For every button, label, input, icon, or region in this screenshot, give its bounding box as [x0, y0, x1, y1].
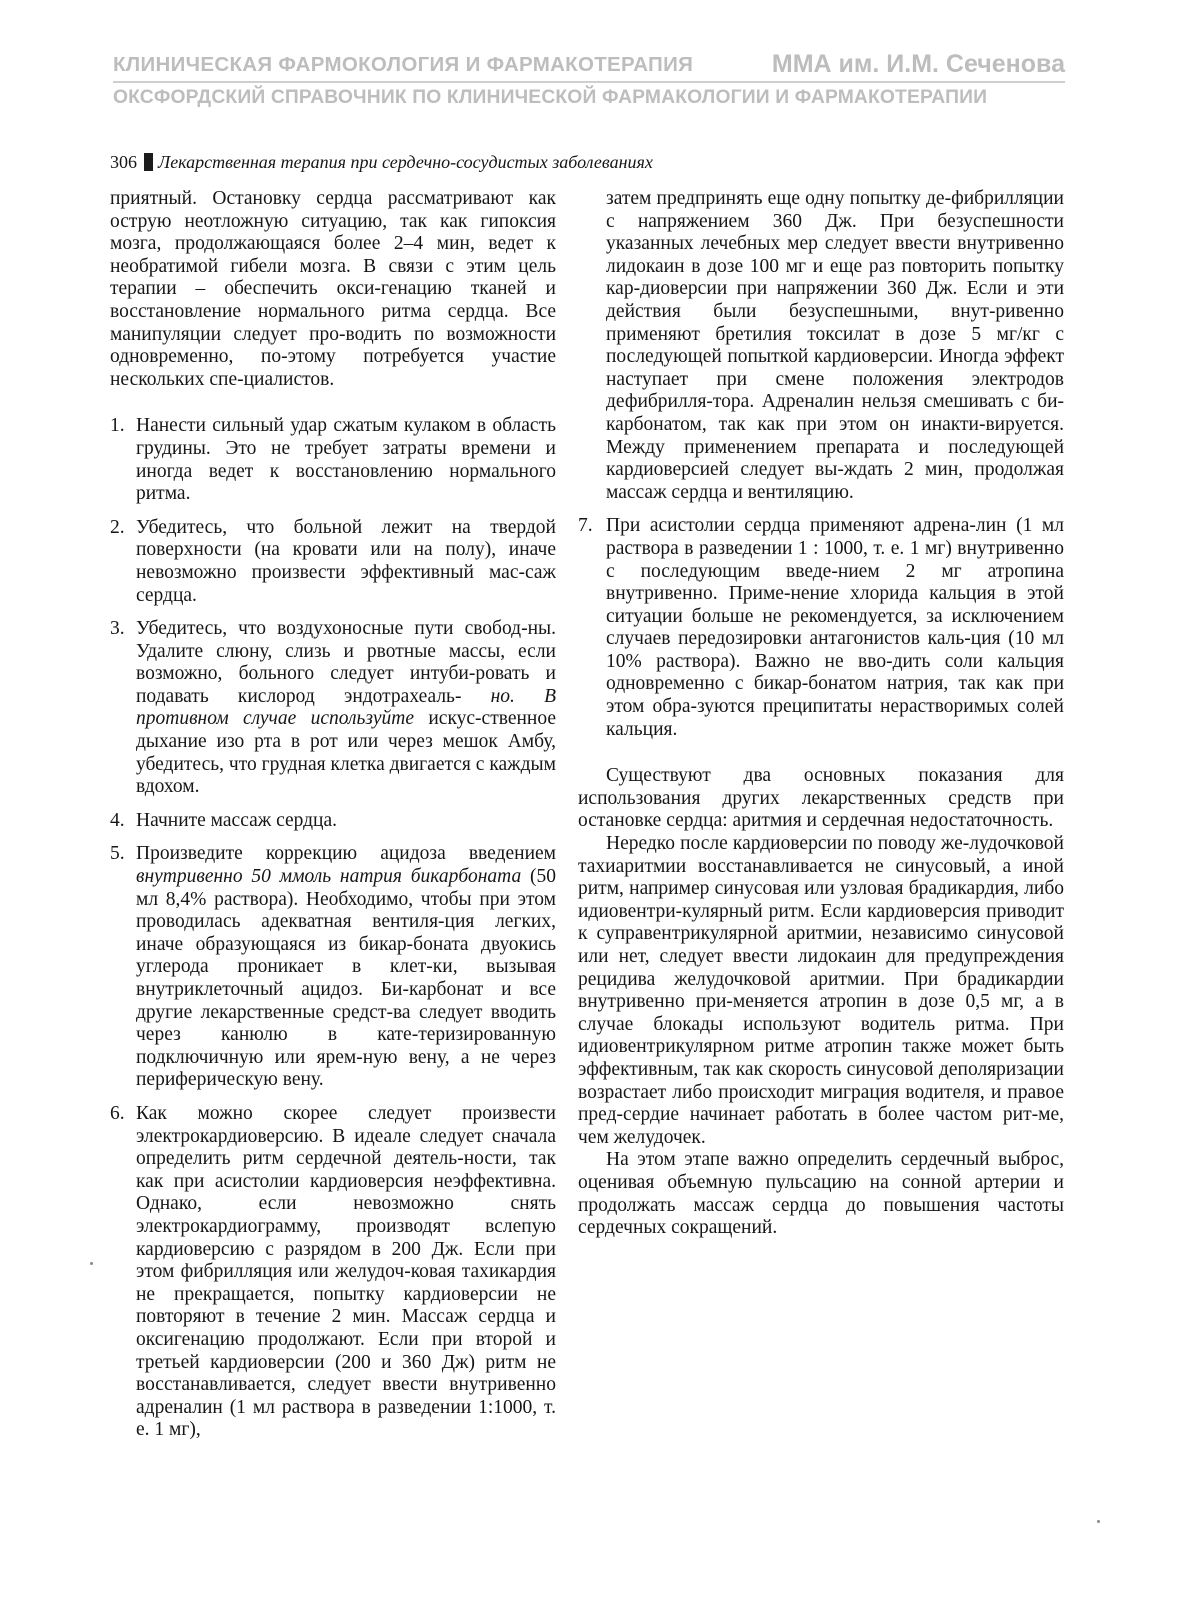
list-text: затем предпринять еще одну попытку де-фибрилляции с напряжением 360 Дж. При безуспешности указанных лечебных мер следует ввести внутривенно лидокаин в дозе 100 мг и еще раз повторить попытку кар-диоверсии при напряжении 360 Дж. Если и эти действия были безуспешными, внут-ривенно применяют бретилия токсилат в дозе 5 мг/кг с последующей попыткой кардиоверсии. Иногда эффект наступает при смене положения электродов дефибрилля-тора. Адреналин нельзя смешивать с би-карбонатом, так как при этом он инакти-вируется. Между применением препарата и последующей кардиоверсией следует вы-ждать 2 мин, продолжая массаж сердца и вентиляцию.: [606, 188, 1064, 503]
list-text: Как можно скорее следует произвести электрокардиоверсию. В идеале следует сначала определить ритм сердечной деятель-ности, так как при асистолии кардиоверсия неэффективна. Однако, если невозможно снять электрокардиограмму, производят вслепую кардиоверсию с разрядом в 200 Дж. Если при этом фибрилляция или желудоч-ковая тахикардия не прекращается, попытку кардиоверсии не повторяют в течение 2 мин. Массаж сердца и оксигенацию продолжают. Если при второй и третьей кардиоверсии (200 и 360 Дж) ритм не восстанавливается, следует ввести внутривенно адреналин (1 мл раствора в разведении 1:1000, т. е. 1 мг),: [136, 1102, 556, 1441]
list-item-6-continued: [578, 188, 1064, 504]
body-paragraph: Существуют два основных показания для использования других лекарственных средств при остановке сердца: аритмия и сердечная недостаточность.: [578, 765, 1064, 832]
scan-speck: [90, 1262, 93, 1265]
list-text: Нанести сильный удар сжатым кулаком в область грудины. Это не требует затраты времени и иногда ведет к восстановлению нормального ритма.: [136, 415, 556, 505]
list-text-part: искус-ственное дыхание изо рта в рот или через мешок Амбу, убедитесь, что грудная клетка двигается с каждым вдохом.: [136, 708, 556, 798]
list-number: 4.: [110, 809, 125, 831]
right-column: [578, 188, 1064, 1240]
list-text-part: Убедитесь, что воздухоносные пути свобод-ны. Удалите слюну, слизь и рвотные массы, если возможно, больного следует интуби-ровать и подавать кислород эндотрахеаль-: [136, 618, 556, 707]
list-item-4: [110, 810, 556, 833]
list-number: 2.: [110, 516, 125, 538]
list-item-2: [110, 517, 556, 607]
list-item-1: [110, 415, 556, 505]
header-title-right: ММА им. И.М. Сеченова: [771, 50, 1065, 78]
list-number: 3.: [110, 618, 125, 640]
list-number: 1.: [110, 415, 125, 437]
left-column: [110, 188, 556, 1442]
journal-header: [113, 50, 1065, 80]
list-item-6: [110, 1103, 556, 1442]
header-divider: [113, 81, 1065, 83]
intro-paragraph: приятный. Остановку сердца рассматривают как острую неотложную ситуацию, так как гипоксия мозга, продолжающаяся более 2–4 мин, ведет к необратимой гибели мозга. В связи с этим цель терапии – обеспечить окси-генацию тканей и восстановление нормального ритма сердца. Все манипуляции следует про-водить по возможности одновременно, по-этому потребуется участие нескольких спе-циалистов.: [110, 188, 556, 390]
list-item-7: [578, 515, 1064, 741]
list-text: При асистолии сердца применяют адрена-лин (1 мл раствора в разведении 1 : 1000, т. е. 1 мг) внутривенно с последующим введе-нием 2 мг атропина внутривенно. Приме-нение хлорида кальция в этой ситуации больше не рекомендуется, за исключением случаев передозировки антагонистов каль-ция (10 мл 10% раствора). Важно не вво-дить соли кальция одновременно с бикар-бонатом натрия, так как при этом обра-зуются преципитаты нерастворимых солей кальция.: [606, 515, 1064, 740]
list-text: Убедитесь, что больной лежит на твердой поверхности (на кровати или на полу), иначе невозможно произвести эффективный мас-саж сердца.: [136, 516, 556, 606]
list-text: Начните массаж сердца.: [136, 809, 338, 831]
scan-speck: [1097, 1520, 1100, 1523]
section-marker: [144, 153, 153, 171]
list-item-5: [110, 843, 556, 1092]
list-text: [136, 843, 556, 1092]
running-head: [110, 152, 653, 173]
list-text: [136, 618, 556, 799]
body-paragraph: Нередко после кардиоверсии по поводу же-лудочковой тахиаритмии восстанавливается не синусовый, а иной ритм, например синусовая или узловая брадикардия, либо идиовентри-кулярный ритм. Если кардиоверсия приводит к суправентрикулярной аритмии, независимо синусовой или нет, следует ввести лидокаин для предупреждения рецидива желудочковой аритмии. При брадикардии внутривенно при-меняется атропин в дозе 0,5 мг, а в случае блокады используют водитель ритма. При идиовентрикулярном ритме атропин также может быть эффективным, так как скорость синусовой деполяризации возрастает либо происходит миграция водителя, и правое пред-сердие начинает работать в более частом рит-ме, чем желудочек.: [578, 833, 1064, 1148]
header-subtitle: ОКСФОРДСКИЙ СПРАВОЧНИК ПО КЛИНИЧЕСКОЙ ФАРМАКОЛОГИИ И ФАРМАКОТЕРАПИИ: [113, 87, 988, 108]
list-item-3: [110, 618, 556, 799]
list-number: 5.: [110, 843, 125, 865]
body-paragraph: На этом этапе важно определить сердечный выброс, оценивая объемную пульсацию на сонной артерии и продолжать массаж сердца до повышения частоты сердечных сокращений.: [578, 1149, 1064, 1239]
list-text-italic: но. В противном случае используйте: [136, 685, 557, 730]
page-number: 306: [110, 152, 137, 172]
list-text-italic: внутривенно 50 ммоль натрия бикарбоната: [136, 866, 522, 888]
list-number: 6.: [110, 1102, 125, 1124]
list-text-part: (50 мл 8,4% раствора). Необходимо, чтобы при этом проводилась адекватная вентиля-ция легких, иначе образующаяся из бикар-бонатa двуокись углерода проникает в клет-ки, вызывая внутриклеточный ацидоз. Би-карбонат и все другие лекарственные средст-ва следует вводить через канюлю в кате-теризированную подключичную или ярем-ную вену, а не через периферическую вену.: [136, 866, 556, 1091]
chapter-title: Лекарственная терапия при сердечно-сосудистых заболеваниях: [158, 152, 653, 172]
header-title-left: КЛИНИЧЕСКАЯ ФАРМОКОЛОГИЯ И ФАРМАКОТЕРАПИЯ: [113, 53, 694, 76]
list-text-part: Произведите коррекцию ацидоза введением: [136, 843, 556, 865]
list-number: 7.: [578, 515, 593, 537]
